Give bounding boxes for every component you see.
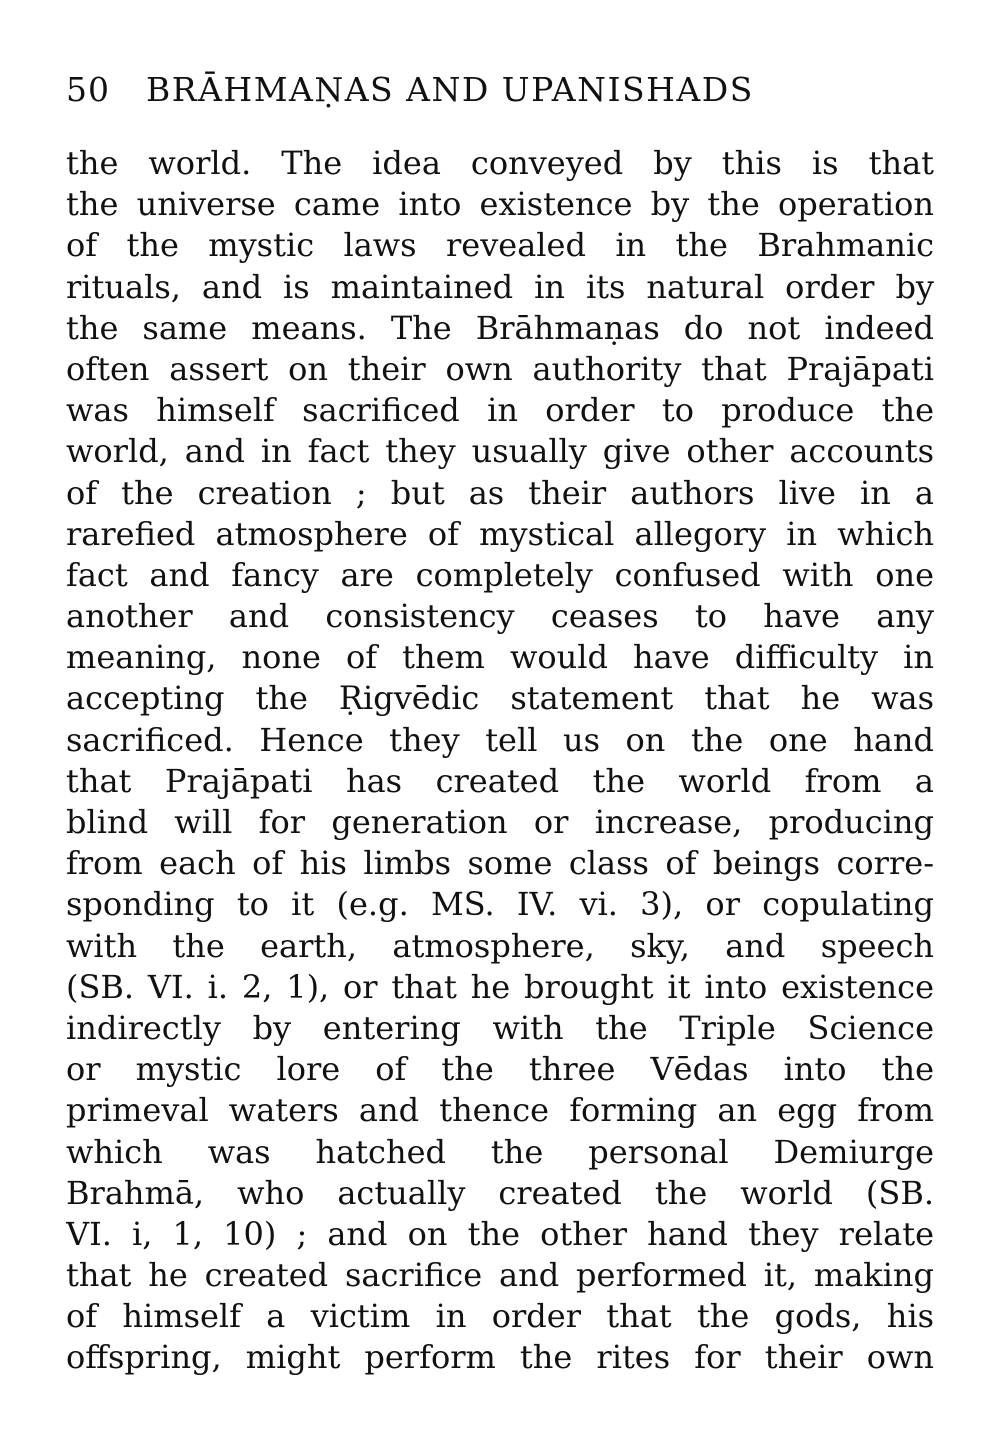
running-head: [66, 68, 926, 112]
text-line: indirectly by entering with the Triple Science: [66, 1008, 934, 1047]
text-line: often assert on their own authority that Prajāpati: [66, 349, 934, 388]
text-line: fact and fancy are completely confused with one: [66, 555, 934, 594]
text-line: with the earth, atmosphere, sky, and speech: [66, 926, 934, 965]
text-line: was himself sacrificed in order to produce the: [66, 391, 934, 430]
text-line: meaning, none of them would have difficulty in: [66, 638, 934, 677]
text-line: the same means. The Brāhmaṇas do not indeed: [66, 308, 934, 347]
text-line: rarefied atmosphere of mystical allegory in which: [66, 514, 934, 553]
text-line: (SB. VI. i. 2, 1), or that he brought it into existence: [66, 967, 934, 1006]
text-line: the world. The idea conveyed by this is that: [66, 144, 934, 182]
text-line: VI. i, 1, 10) ; and on the other hand they relate: [66, 1214, 934, 1253]
text-line: accepting the Ṛigvēdic statement that he was: [66, 679, 934, 718]
text-line: or mystic lore of the three Vēdas into the: [66, 1050, 934, 1089]
text-line: another and consistency ceases to have any: [66, 597, 934, 636]
text-line: Brahmā, who actually created the world (SB.: [66, 1173, 934, 1212]
text-line: of the creation ; but as their authors live in a: [66, 473, 934, 512]
running-title: BRĀHMAṆAS AND UPANISHADS: [146, 70, 754, 109]
text-line: world, and in fact they usually give other accounts: [66, 432, 934, 471]
text-line: that Prajāpati has created the world from a: [66, 761, 934, 800]
body-text: [66, 143, 934, 1379]
text-line: the universe came into existence by the operation: [66, 185, 934, 224]
text-line: primeval waters and thence forming an egg from: [66, 1091, 934, 1130]
text-line: sponding to it (e.g. MS. IV. vi. 3), or copulating: [66, 885, 934, 924]
text-line: offspring, might perform the rites for their own: [66, 1338, 934, 1377]
text-line: rituals, and is maintained in its natural order by: [66, 267, 934, 306]
text-line: of the mystic laws revealed in the Brahmanic: [66, 226, 934, 265]
text-line: that he created sacrifice and performed it, making: [66, 1256, 934, 1295]
text-line: sacrificed. Hence they tell us on the one hand: [66, 720, 934, 759]
page-number: 50: [66, 70, 110, 109]
text-line: of himself a victim in order that the gods, his: [66, 1297, 934, 1336]
text-line: which was hatched the personal Demiurge: [66, 1132, 934, 1171]
text-line: from each of his limbs some class of beings corre-: [66, 844, 934, 883]
text-line: blind will for generation or increase, producing: [66, 803, 934, 841]
